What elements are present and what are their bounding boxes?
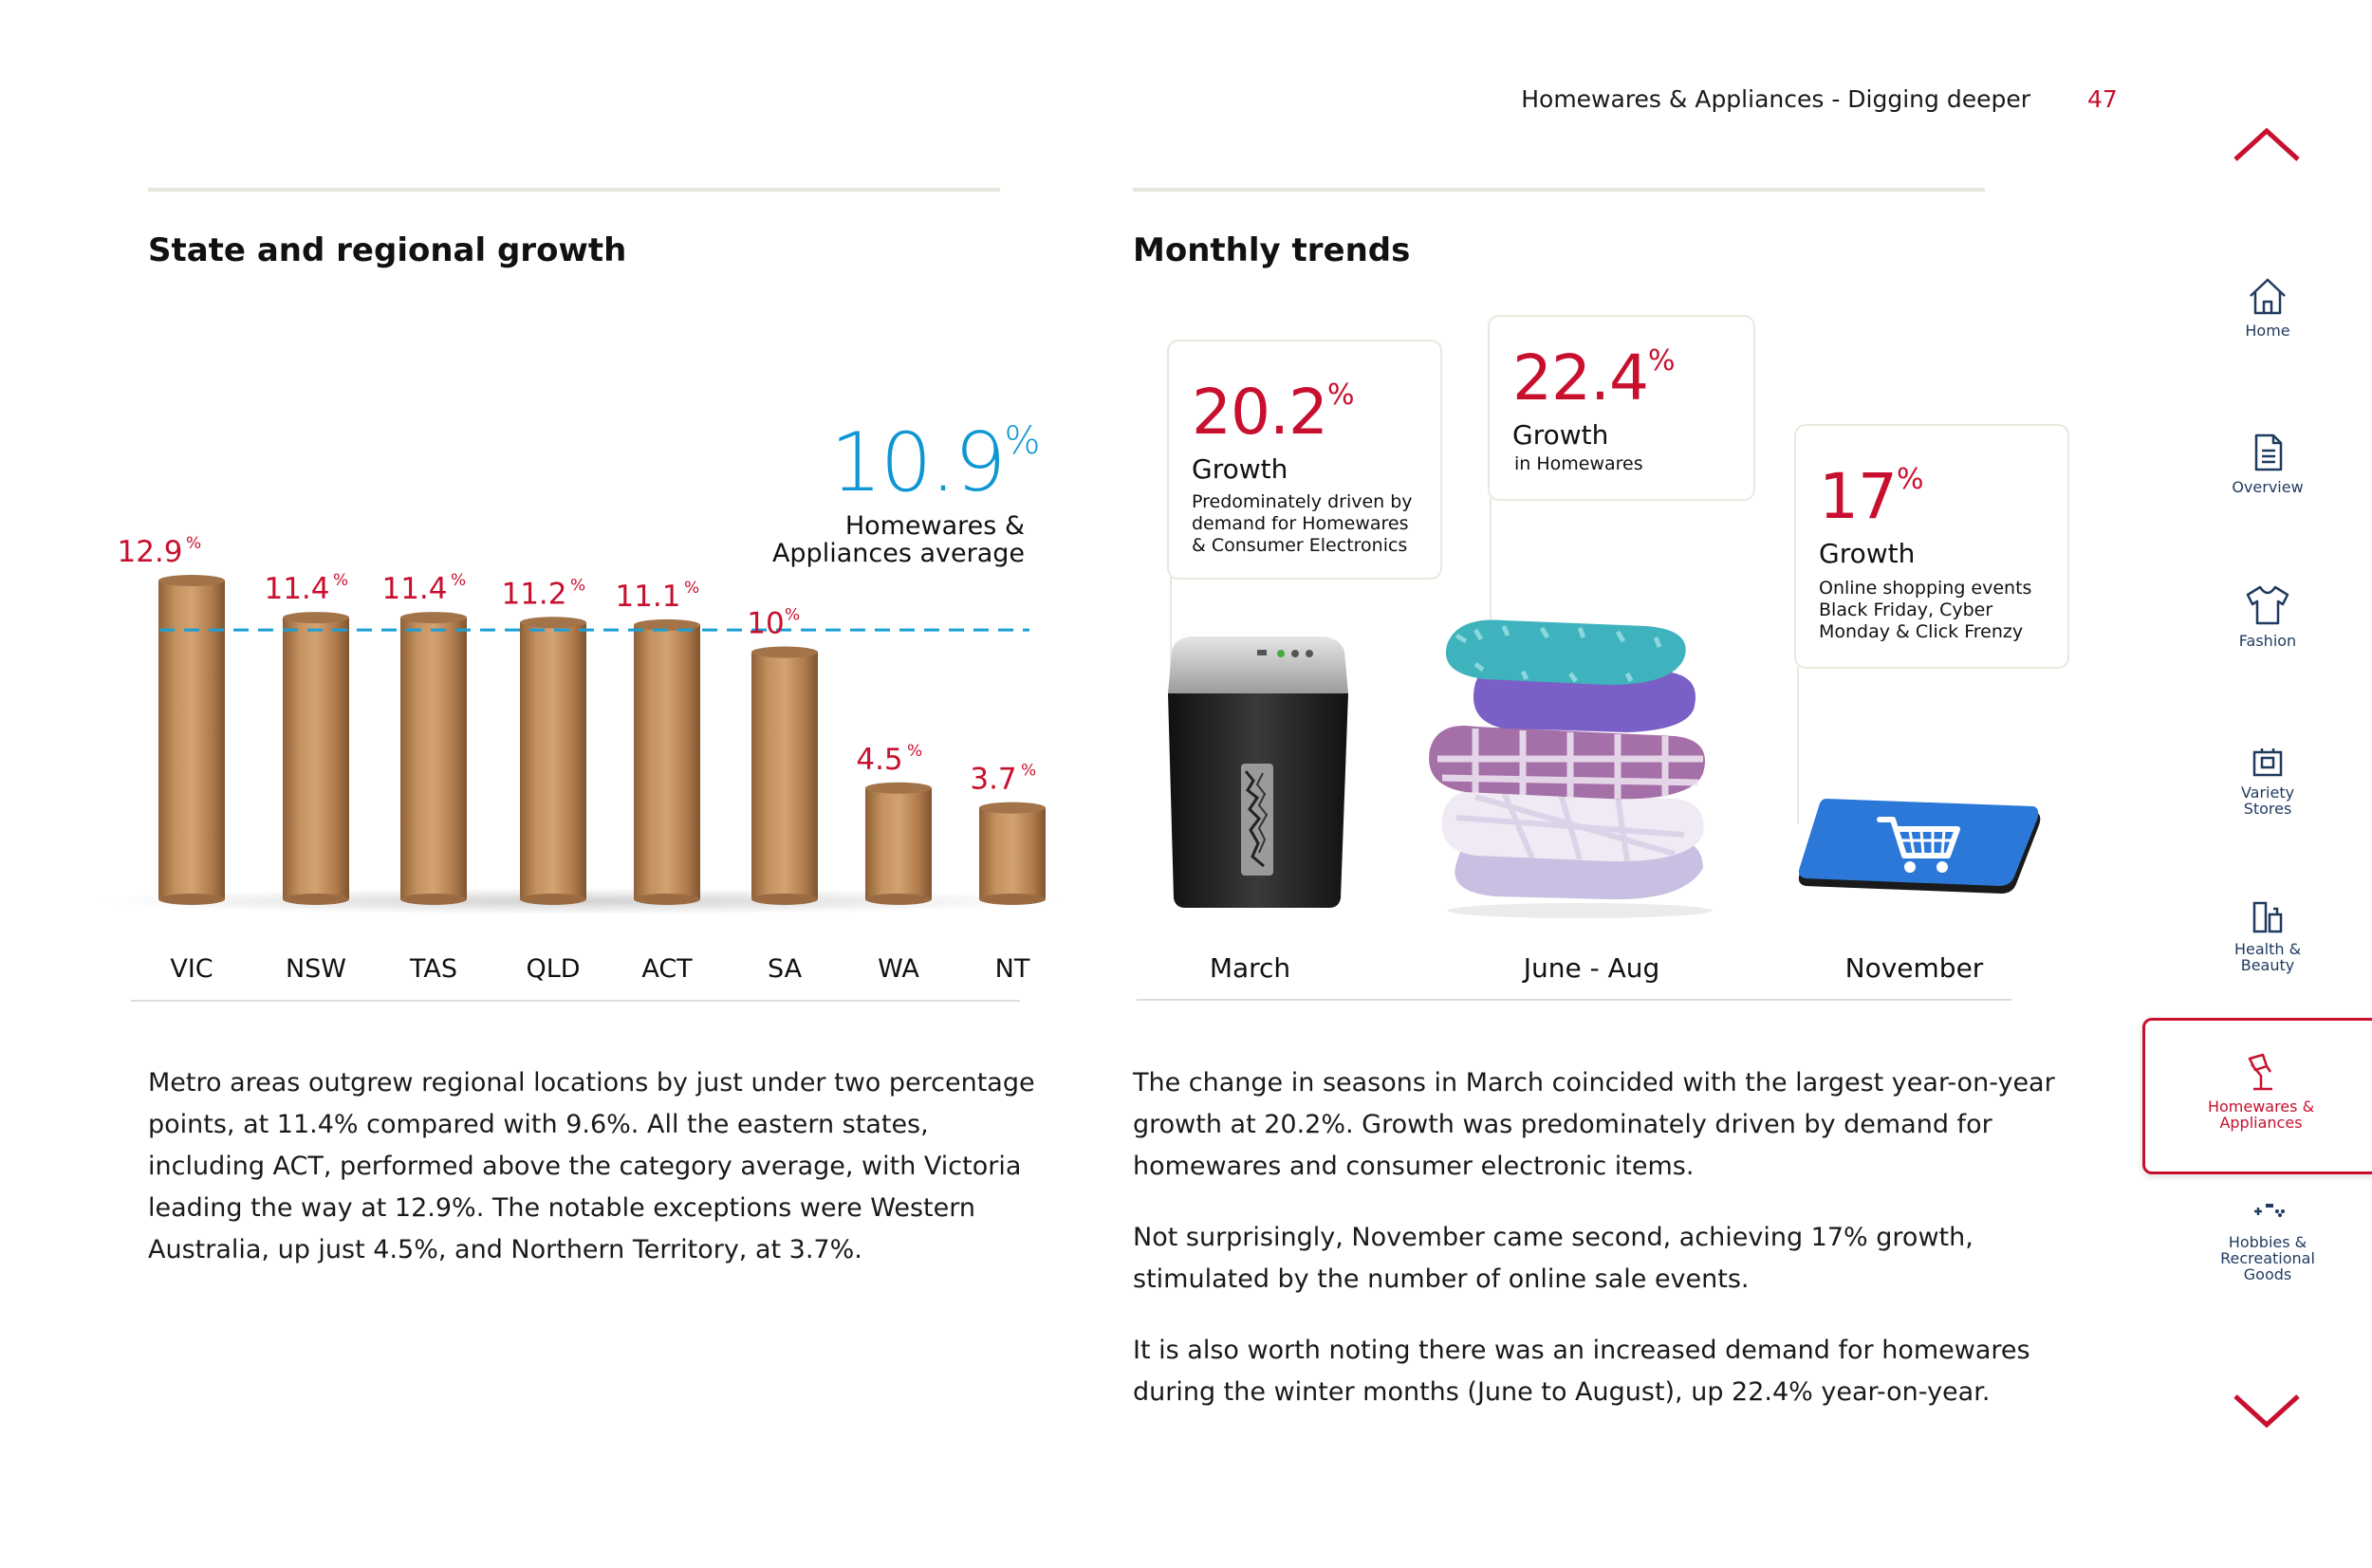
bar-vic [158,575,225,905]
bar-value-label: 4.5 [856,742,903,777]
bar-qld [520,617,586,905]
bar-cap [865,783,932,794]
bar-base [865,894,932,905]
bar-tube [158,581,225,899]
pillows-image [1418,598,1741,920]
card-pct-unit: % [1326,378,1354,412]
bar-cap [751,647,818,658]
running-title: Homewares & Appliances - Digging deeper [1521,85,2030,113]
card-growth-value [1192,376,1354,449]
paper-shredder-image [1162,631,1362,915]
bottles-icon [2249,899,2287,935]
category-label: QLD [526,954,581,984]
card-pct-number: 17 [1819,460,1897,533]
card-desc-line: in Homewares [1514,453,1643,474]
bar-nsw [283,612,349,905]
previous-page-arrow-icon[interactable] [2232,125,2302,163]
bar-nt [979,802,1046,905]
bar-value-unit: % [451,571,467,591]
bar-base [158,894,225,905]
left-body-paragraph: Metro areas outgrew regional locations by just under two percentage points, at 11.4% compared with 9.6%. All the eastern states, including ACT, performed above the category average, with Victoria leading the way at 12.9%. The notable exceptions were Western Australia, up just 4.5%, and Northern Territory, at 3.7%. [148,1068,1035,1264]
bar-value-label: 11.2 [501,577,567,612]
bar-sa [751,647,818,905]
bar-value-label: 3.7 [970,762,1017,797]
category-label: TAS [409,954,458,984]
document-icon [2247,432,2289,473]
trend-card-june-aug [1488,315,1755,501]
nav-label: Fashion [2238,632,2297,650]
nav-item-hobbies-recreational-goods[interactable] [2163,1200,2372,1282]
bar-cap [400,612,467,623]
category-label: NSW [285,954,347,984]
average-unit: % [1004,419,1039,463]
nav-item-home[interactable] [2163,275,2372,339]
card-pct-number: 22.4 [1512,341,1648,415]
right-section-rule [1133,188,1985,192]
next-page-arrow-icon[interactable] [2232,1393,2302,1430]
month-label-november: November [1844,952,1984,984]
right-body-paragraph: The change in seasons in March coincided with the largest year-on-year growth at 20.2%. Growth was predominately driven by demand for homewares and consumer electronic items. [1133,1068,2055,1181]
left-section-rule [148,188,1000,192]
nav-label: Health & Beauty [2233,940,2302,974]
left-body-text [148,1062,1049,1301]
bar-tube [979,808,1046,899]
bar-tas [400,612,467,905]
card-desc-line: demand for Homewares [1192,513,1409,534]
nav-item-fashion[interactable] [2163,583,2372,649]
bar-tube [865,788,932,899]
card-desc-line: Monday & Click Frenzy [1819,621,2024,642]
average-label-line1: Homewares & [844,511,1025,541]
card-description [1192,491,1438,557]
bar-base [283,894,349,905]
bar-wa [865,783,932,905]
bar-base [751,894,818,905]
card-description [1514,453,1751,475]
bar-value-label: 11.1 [615,579,681,614]
card-growth-label: Growth [1819,538,1916,569]
chart-category-labels [170,954,1029,984]
bar-value-label: 11.4 [381,572,448,607]
left-section-title: State and regional growth [148,231,627,269]
lamp-icon [2240,1051,2282,1093]
bar-tube [751,653,818,899]
nav-item-overview[interactable] [2163,432,2372,495]
bar-tube [283,618,349,899]
card-growth-label: Growth [1512,419,1609,451]
card-desc-line: Predominately driven by [1192,491,1413,512]
bar-act [634,619,700,905]
nav-item-variety-stores[interactable] [2163,745,2372,817]
right-section-title: Monthly trends [1133,231,1411,269]
bar-cap [520,617,586,628]
category-label: NT [994,954,1030,984]
state-growth-chart [114,417,1082,1015]
bar-cap [979,802,1046,814]
page-number: 47 [2087,85,2118,113]
card-desc-line: Online shopping events [1819,578,2032,599]
shopping-cart-key-image [1796,797,2043,920]
right-body-text [1133,1062,2072,1443]
card-growth-value [1512,341,1675,415]
nav-label: Home [2245,322,2290,340]
bar-tube [400,618,467,899]
average-label-line2: Appliances average [771,539,1025,568]
card-desc-line: & Consumer Electronics [1192,535,1408,556]
bar-value-unit: % [907,741,923,761]
nav-label: Hobbies & Recreational Goods [2220,1233,2315,1283]
average-number: 10.9 [830,415,1005,510]
bar-value-label: 11.4 [264,572,330,607]
right-body-paragraph: Not surprisingly, November came second, achieving 17% growth, stimulated by the number of online sale events. [1133,1223,1974,1294]
home-icon [2247,275,2289,317]
bar-cap [283,612,349,623]
month-label-june-aug: June - Aug [1523,952,1660,984]
trend-card-march [1167,340,1442,580]
nav-item-homewares-appliances[interactable] [2142,1018,2372,1174]
card-pct-unit: % [1896,463,1923,496]
trend-card-november [1794,424,2069,669]
nav-label: Homewares & Appliances [2207,1098,2315,1132]
bar-value-unit: % [186,534,202,553]
shirt-icon [2244,583,2291,627]
category-label: WA [878,954,919,984]
bar-value-unit: % [785,605,801,625]
category-label: ACT [641,954,693,984]
bar-value-unit: % [684,578,700,598]
bar-base [400,894,467,905]
bar-value-unit: % [333,571,349,591]
month-label-march: March [1209,952,1291,984]
store-icon [2249,745,2287,779]
category-label: SA [767,954,803,984]
right-body-paragraph: It is also worth noting there was an increased demand for homewares during the winter months (June to August), up 22.4% year-on-year. [1133,1336,2030,1407]
nav-label: Variety Stores [2240,784,2295,818]
card-growth-label: Growth [1192,453,1288,485]
nav-label: Overview [2232,478,2304,496]
card-pct-unit: % [1647,344,1675,378]
bar-value-unit: % [570,576,586,596]
bar-value-label: 12.9 [117,535,183,569]
nav-item-health-beauty[interactable] [2163,899,2372,973]
category-label: VIC [170,954,213,984]
bar-base [634,894,700,905]
card-description [1819,578,2066,643]
card-pct-number: 20.2 [1192,376,1327,449]
gamepad-icon [2247,1200,2289,1228]
bar-cap [158,575,225,586]
card-desc-line: Black Friday, Cyber [1819,600,1993,620]
bar-value-label: 10 [747,606,785,641]
months-baseline-rule [1137,999,2011,1001]
bar-value-unit: % [1021,761,1037,781]
chart-bars [158,575,1046,905]
bar-base [520,894,586,905]
card-growth-value [1819,460,1923,533]
bar-tube [520,622,586,899]
bar-base [979,894,1046,905]
bar-tube [634,625,700,899]
